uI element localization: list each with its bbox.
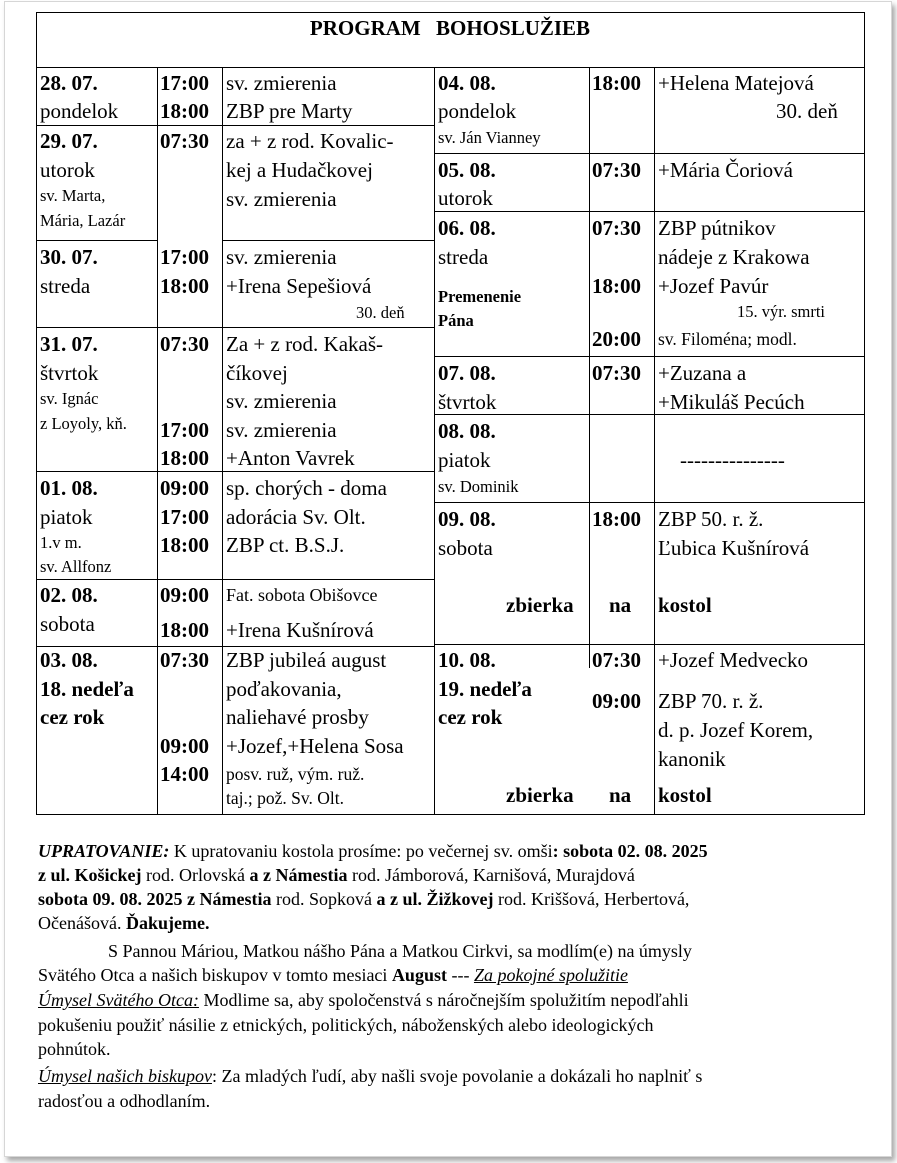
intention: +Jozef Medvecko	[658, 648, 809, 672]
text: a z ul. Žižkovej	[376, 889, 494, 909]
intention: 30. deň	[776, 99, 838, 123]
weekday: štvrtok	[40, 361, 99, 385]
text: rod. Jámborová, Karnišová, Murajdová	[347, 865, 635, 885]
intention: ZBP pútnikov	[658, 216, 776, 240]
date: 28. 07.	[40, 71, 98, 95]
weekday: utorok	[40, 158, 95, 182]
intention-note: 30. deň	[356, 303, 405, 322]
time: 18:00	[592, 274, 641, 298]
date: 05. 08.	[438, 158, 496, 182]
date: 09. 08.	[438, 507, 496, 531]
time: 18:00	[592, 507, 641, 531]
intention: +Anton Vavrek	[226, 446, 355, 470]
time: 17:00	[160, 71, 209, 95]
date: 02. 08.	[40, 583, 98, 607]
time: 07:30	[592, 216, 641, 240]
time: 18:00	[160, 274, 209, 298]
weekday: sobota	[40, 612, 95, 636]
intention: +Mária Čoriová	[658, 158, 793, 182]
time: 09:00	[160, 583, 209, 607]
date: 04. 08.	[438, 71, 496, 95]
saint: sv. Allfonz	[40, 557, 112, 576]
date: 03. 08.	[40, 648, 98, 672]
intention: adorácia Sv. Olt.	[226, 505, 366, 529]
time: 07:30	[160, 648, 209, 672]
text: pokušeniu použiť násilie z etnických, politických, náboženských alebo ideologických	[38, 1015, 654, 1035]
weekday: pondelok	[438, 99, 517, 123]
weekday: piatok	[438, 448, 491, 472]
text: Očenášová.	[38, 913, 126, 933]
intention: ZBP 70. r. ž.	[658, 689, 764, 713]
time: 09:00	[592, 689, 641, 713]
intention: sv. zmierenia	[226, 389, 337, 413]
saint: sv. Ignác	[40, 389, 99, 408]
intention: ZBP 50. r. ž.	[658, 507, 764, 531]
intention: Za + z rod. Kakaš-	[226, 332, 384, 356]
intention: +Mikuláš Pecúch	[658, 390, 805, 414]
feast: Premenenie	[438, 287, 522, 306]
page-title: PROGRAM BOHOSLUŽIEB	[309, 16, 591, 40]
weekday: cez rok	[40, 705, 105, 729]
pope-intention-heading: Úmysel Svätého Otca:	[38, 990, 199, 1010]
collection-label: kostol	[658, 783, 712, 807]
weekday: streda	[438, 245, 489, 269]
text: Modlime sa, aby spoločenstvá s náročnejším spolužitím nepodľahli	[198, 990, 689, 1010]
date: 06. 08.	[438, 216, 496, 240]
intention: +Helena Matejová	[658, 71, 814, 95]
text: Svätého Otca a našich biskupov v tomto mesiaci	[38, 965, 392, 985]
intention: +Zuzana a	[658, 361, 747, 385]
text: a z Námestia	[249, 865, 348, 885]
date: 30. 07.	[40, 245, 98, 269]
intention: Fat. sobota Obišovce	[226, 585, 378, 605]
time: 09:00	[160, 476, 209, 500]
time: 18:00	[160, 446, 209, 470]
intention: ZBP jubileá august	[226, 648, 387, 672]
text: pohnútok.	[38, 1039, 111, 1059]
text: K upratovaniu kostola prosíme: po večernej sv. omši	[169, 841, 553, 861]
date: 08. 08.	[438, 419, 496, 443]
intention: sv. Filoména; modl.	[658, 329, 797, 349]
weekday: cez rok	[438, 705, 503, 729]
intention: ZBP ct. B.S.J.	[226, 533, 345, 557]
time: 17:00	[160, 245, 209, 269]
intention: +Jozef,+Helena Sosa	[226, 734, 404, 758]
intention: +Irena Sepešiová	[226, 274, 372, 298]
time: 18:00	[160, 533, 209, 557]
time: 14:00	[160, 762, 209, 786]
intention: d. p. Jozef Korem,	[658, 718, 814, 742]
time: 07:30	[592, 648, 641, 672]
intention: naliehavé prosby	[226, 705, 369, 729]
time: 18:00	[160, 618, 209, 642]
intention: sv. zmierenia	[226, 418, 337, 442]
text: radosťou a odhodlaním.	[38, 1091, 211, 1111]
thanks: Ďakujeme.	[125, 913, 210, 933]
intention: posv. ruž, vým. ruž.	[226, 764, 365, 784]
intention: sv. zmierenia	[226, 71, 337, 95]
time: 07:30	[592, 158, 641, 182]
date: 07. 08.	[438, 361, 496, 385]
intention: poďakovania,	[226, 677, 342, 701]
time: 07:30	[160, 332, 209, 356]
time: 09:00	[160, 734, 209, 758]
date: 10. 08.	[438, 648, 496, 672]
intention: +Irena Kušnírová	[226, 618, 374, 642]
weekday: štvrtok	[438, 390, 497, 414]
time: 17:00	[160, 418, 209, 442]
text: S Pannou Máriou, Matkou nášho Pána a Matkou Cirkvi, sa modlím(e) na úmysly	[108, 941, 692, 961]
intention: nádeje z Krakowa	[658, 245, 810, 269]
feast: Pána	[438, 311, 474, 330]
text: z ul. Košickej	[38, 865, 142, 885]
bishops-intention-heading: Úmysel našich biskupov	[38, 1066, 212, 1086]
intention: sv. zmierenia	[226, 187, 337, 211]
intention: kanonik	[658, 747, 726, 771]
text: rod. Kriššová, Herbertová,	[493, 889, 690, 909]
time: 20:00	[592, 327, 641, 351]
saint: sv. Ján Vianney	[438, 128, 541, 147]
collection-label: na	[609, 783, 632, 807]
text: : Za mladých ľudí, aby našli svoje povolanie a dokázali ho naplniť s	[211, 1066, 703, 1086]
month: August	[391, 965, 447, 985]
collection-label: zbierka	[506, 783, 574, 807]
month-theme: Za pokojné spolužitie	[473, 965, 628, 985]
time: 07:30	[592, 361, 641, 385]
weekday: sobota	[438, 536, 493, 560]
intention: Ľubica Kušnírová	[658, 536, 810, 560]
saint: sv. Dominik	[438, 477, 519, 496]
text: rod. Orlovská	[141, 865, 250, 885]
intention: taj.; pož. Sv. Olt.	[226, 788, 344, 808]
collection-label: na	[609, 593, 632, 617]
intention: kej a Hudačkovej	[226, 158, 373, 182]
text: sobota 09. 08. 2025 z Námestia	[38, 889, 272, 909]
weekday: pondelok	[40, 99, 119, 123]
date: 29. 07.	[40, 129, 98, 153]
weekday: 19. nedeľa	[438, 677, 532, 701]
intention: ---------------	[680, 448, 785, 472]
intention: sp. chorých - doma	[226, 476, 387, 500]
saint: Mária, Lazár	[40, 211, 126, 230]
note: 1.v m.	[40, 533, 82, 552]
saint: z Loyoly, kň.	[40, 414, 127, 433]
weekday: piatok	[40, 505, 93, 529]
intention-note: 15. výr. smrti	[737, 302, 826, 321]
intention: ZBP pre Marty	[226, 99, 353, 123]
text: : sobota 02. 08. 2025	[552, 841, 708, 861]
intention: sv. zmierenia	[226, 245, 337, 269]
time: 18:00	[592, 71, 641, 95]
date: 31. 07.	[40, 332, 98, 356]
cleaning-heading: UPRATOVANIE:	[38, 841, 170, 861]
time: 18:00	[160, 99, 209, 123]
weekday: 18. nedeľa	[40, 677, 134, 701]
time: 17:00	[160, 505, 209, 529]
weekday: utorok	[438, 186, 493, 210]
weekday: streda	[40, 274, 91, 298]
text: ---	[446, 965, 474, 985]
intention: číkovej	[226, 361, 288, 385]
saint: sv. Marta,	[40, 186, 106, 205]
text: rod. Sopková	[271, 889, 377, 909]
intention: +Jozef Pavúr	[658, 274, 769, 298]
intention: za + z rod. Kovalic-	[226, 129, 394, 153]
date: 01. 08.	[40, 476, 98, 500]
time: 07:30	[160, 129, 209, 153]
collection-label: kostol	[658, 593, 712, 617]
collection-label: zbierka	[506, 593, 574, 617]
